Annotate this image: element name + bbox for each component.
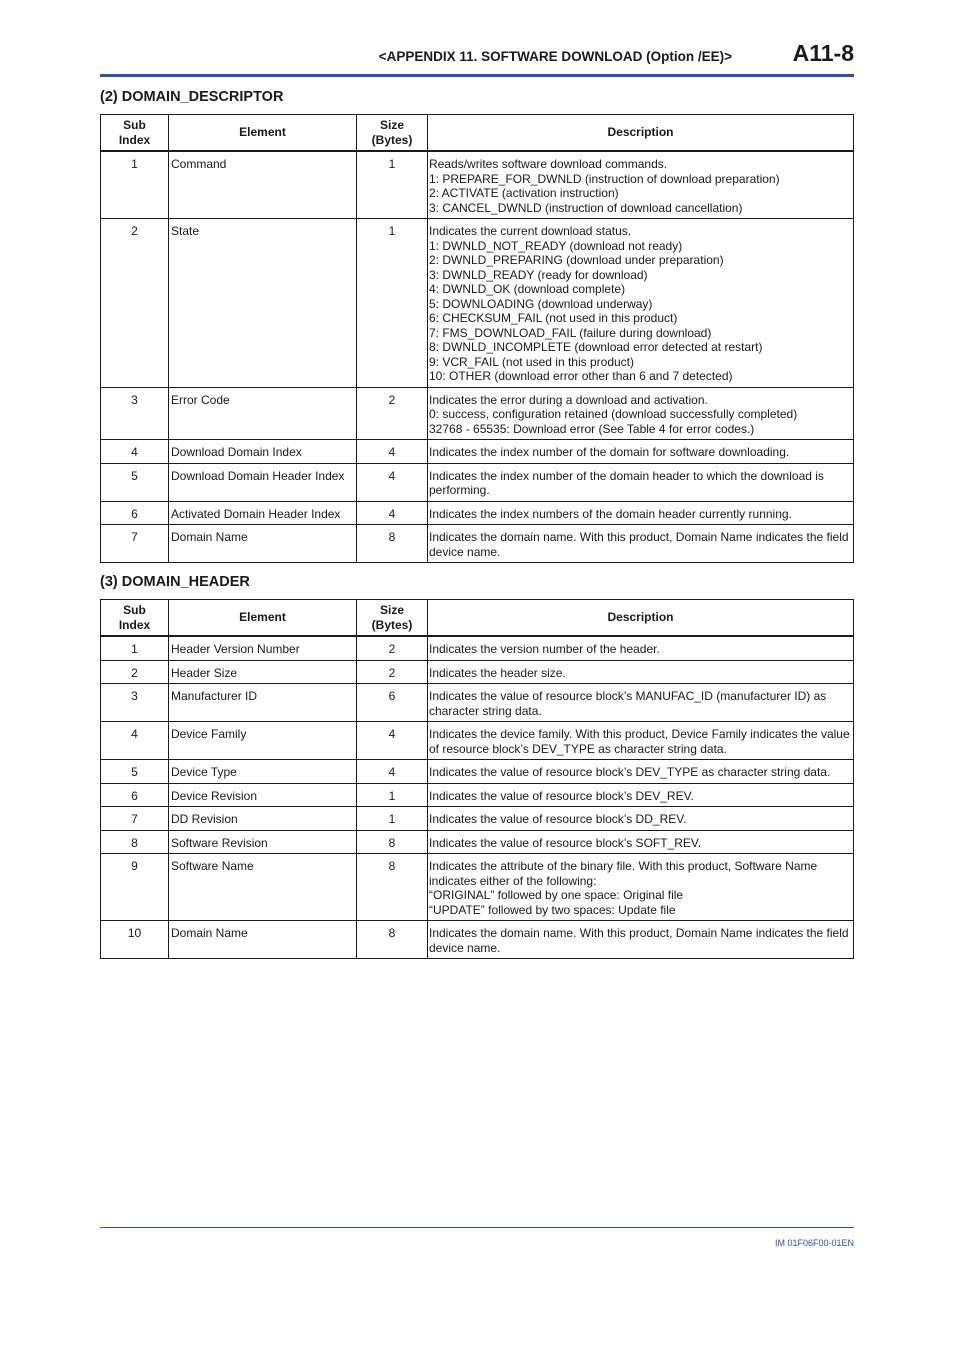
description-cell: Indicates the error during a download and activation. 0: success, configuration retained (download successfully completed) 32768 - 65535: Download error (See Table 4 for error codes.)	[428, 387, 854, 440]
size-cell: 4	[357, 440, 428, 464]
table-row	[101, 463, 854, 501]
domain-descriptor-table	[100, 114, 854, 563]
element-cell: Domain Name	[169, 525, 357, 563]
sub-index-cell: 3	[101, 684, 169, 722]
table-row	[101, 807, 854, 831]
sub-index-cell: 6	[101, 783, 169, 807]
description-cell: Indicates the attribute of the binary file. With this product, Software Name indicates either of the following: “ORIGINAL” followed by one space: Original file “UPDATE” followed by two spaces: Update file	[428, 854, 854, 921]
element-cell: Software Name	[169, 854, 357, 921]
page-header	[100, 40, 854, 72]
sub-index-cell: 4	[101, 440, 169, 464]
page-number: A11-8	[792, 40, 854, 66]
element-cell: Command	[169, 151, 357, 219]
element-cell: Error Code	[169, 387, 357, 440]
header-title: <APPENDIX 11. SOFTWARE DOWNLOAD (Option /EE)>	[378, 49, 732, 64]
size-cell: 8	[357, 525, 428, 563]
size-cell: 8	[357, 830, 428, 854]
table-header	[101, 600, 854, 637]
element-cell: Download Domain Index	[169, 440, 357, 464]
element-cell: Header Size	[169, 660, 357, 684]
sub-index-cell: 6	[101, 501, 169, 525]
table-body	[101, 636, 854, 959]
description-cell: Indicates the header size.	[428, 660, 854, 684]
description-cell: Indicates the device family. With this product, Device Family indicates the value of resource block’s DEV_TYPE as character string data.	[428, 722, 854, 760]
size-cell: 2	[357, 660, 428, 684]
element-cell: Device Type	[169, 760, 357, 784]
sub-index-cell: 1	[101, 636, 169, 660]
size-cell: 4	[357, 722, 428, 760]
size-cell: 8	[357, 854, 428, 921]
table-row	[101, 151, 854, 219]
element-cell: Header Version Number	[169, 636, 357, 660]
size-cell: 2	[357, 387, 428, 440]
description-cell: Indicates the domain name. With this product, Domain Name indicates the field device name.	[428, 525, 854, 563]
size-cell: 1	[357, 783, 428, 807]
sub-index-cell: 7	[101, 525, 169, 563]
description-cell: Indicates the value of resource block’s MANUFAC_ID (manufacturer ID) as character string data.	[428, 684, 854, 722]
sub-index-cell: 10	[101, 921, 169, 959]
table-row	[101, 219, 854, 388]
table-header	[101, 115, 854, 152]
column-header-element: Element	[169, 600, 357, 637]
size-cell: 1	[357, 219, 428, 388]
column-header-element: Element	[169, 115, 357, 152]
sub-index-cell: 5	[101, 463, 169, 501]
table-row	[101, 525, 854, 563]
description-cell: Indicates the value of resource block’s DD_REV.	[428, 807, 854, 831]
element-cell: Software Revision	[169, 830, 357, 854]
section-title-domain-descriptor: (2) DOMAIN_DESCRIPTOR	[100, 89, 284, 105]
size-cell: 4	[357, 463, 428, 501]
sub-index-cell: 3	[101, 387, 169, 440]
table-row	[101, 722, 854, 760]
table-row	[101, 783, 854, 807]
description-cell: Indicates the value of resource block’s DEV_TYPE as character string data.	[428, 760, 854, 784]
element-cell: Manufacturer ID	[169, 684, 357, 722]
size-cell: 4	[357, 501, 428, 525]
column-header-sub-index: Sub Index	[101, 600, 169, 637]
table-row	[101, 387, 854, 440]
column-header-size: Size (Bytes)	[357, 600, 428, 637]
size-cell: 6	[357, 684, 428, 722]
element-cell: Activated Domain Header Index	[169, 501, 357, 525]
description-cell: Reads/writes software download commands. 1: PREPARE_FOR_DWNLD (instruction of download preparation) 2: ACTIVATE (activation instruction) 3: CANCEL_DWNLD (instruction of download cancellation)	[428, 151, 854, 219]
description-cell: Indicates the index number of the domain header to which the download is performing.	[428, 463, 854, 501]
table-row	[101, 636, 854, 660]
sub-index-cell: 7	[101, 807, 169, 831]
size-cell: 8	[357, 921, 428, 959]
table-row	[101, 760, 854, 784]
sub-index-cell: 9	[101, 854, 169, 921]
size-cell: 2	[357, 636, 428, 660]
sub-index-cell: 1	[101, 151, 169, 219]
table-row	[101, 501, 854, 525]
sub-index-cell: 2	[101, 219, 169, 388]
element-cell: Device Revision	[169, 783, 357, 807]
domain-header-table	[100, 599, 854, 959]
column-header-description: Description	[428, 115, 854, 152]
sub-index-cell: 2	[101, 660, 169, 684]
table-row	[101, 660, 854, 684]
column-header-size: Size (Bytes)	[357, 115, 428, 152]
header-rule	[100, 74, 854, 77]
element-cell: Domain Name	[169, 921, 357, 959]
table-row	[101, 830, 854, 854]
table-body	[101, 151, 854, 563]
size-cell: 4	[357, 760, 428, 784]
table-row	[101, 921, 854, 959]
sub-index-cell: 8	[101, 830, 169, 854]
element-cell: DD Revision	[169, 807, 357, 831]
description-cell: Indicates the version number of the header.	[428, 636, 854, 660]
column-header-description: Description	[428, 600, 854, 637]
table-row	[101, 440, 854, 464]
description-cell: Indicates the value of resource block’s SOFT_REV.	[428, 830, 854, 854]
footer-rule	[100, 1227, 854, 1228]
column-header-sub-index: Sub Index	[101, 115, 169, 152]
footer-doc-number: IM 01F06F00-01EN	[774, 1238, 854, 1248]
description-cell: Indicates the value of resource block’s DEV_REV.	[428, 783, 854, 807]
section-title-domain-header: (3) DOMAIN_HEADER	[100, 574, 250, 590]
description-cell: Indicates the index numbers of the domain header currently running.	[428, 501, 854, 525]
element-cell: State	[169, 219, 357, 388]
sub-index-cell: 4	[101, 722, 169, 760]
description-cell: Indicates the domain name. With this product, Domain Name indicates the field device name.	[428, 921, 854, 959]
table-row	[101, 684, 854, 722]
element-cell: Device Family	[169, 722, 357, 760]
table-row	[101, 854, 854, 921]
description-cell: Indicates the index number of the domain for software downloading.	[428, 440, 854, 464]
size-cell: 1	[357, 807, 428, 831]
sub-index-cell: 5	[101, 760, 169, 784]
size-cell: 1	[357, 151, 428, 219]
description-cell: Indicates the current download status. 1: DWNLD_NOT_READY (download not ready) 2: DWNLD_PREPARING (download under preparation) 3: DWNLD_READY (ready for download) 4: DWNLD_OK (download complete) 5: DOWNLOADING (download underway) 6: CHECKSUM_FAIL (not used in this product) 7: FMS_DOWNLOAD_FAIL (failure during download) 8: DWNLD_INCOMPLETE (download error detected at restart) 9: VCR_FAIL (not used in this product) 10: OTHER (download error other than 6 and 7 detected)	[428, 219, 854, 388]
element-cell: Download Domain Header Index	[169, 463, 357, 501]
